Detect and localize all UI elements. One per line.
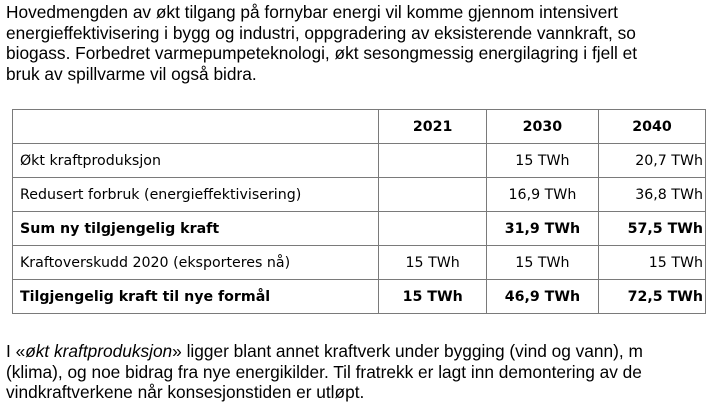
table-cell: 15 TWh [379, 280, 487, 314]
row-label: Sum ny tilgjengelig kraft [13, 212, 379, 246]
table-cell: 20,7 TWh [598, 144, 705, 178]
intro-line: Hovedmengden av økt tilgang på fornybar energi vil komme gjennom intensivert [6, 2, 618, 22]
table-header-cell: 2021 [379, 110, 487, 144]
intro-line: biogass. Forbedret varmepumpeteknologi, økt sesongmessig energilagring i fjell et [6, 43, 638, 64]
intro-paragraph [6, 2, 637, 84]
table-cell [379, 178, 487, 212]
table-cell [379, 212, 487, 246]
table-cell [379, 144, 487, 178]
table-row [13, 246, 706, 280]
table-row [13, 144, 706, 178]
table-cell: 46,9 TWh [486, 280, 598, 314]
table-cell: 36,8 TWh [598, 178, 705, 212]
note-text: » ligger blant annet kraftverk under bygging (vind og vann), m [172, 341, 643, 361]
note-line [6, 341, 643, 362]
table-header-cell [13, 110, 379, 144]
table-cell: 31,9 TWh [486, 212, 598, 246]
table-cell: 15 TWh [486, 144, 598, 178]
table-row [13, 280, 706, 314]
row-label: Redusert forbruk (energieffektivisering) [13, 178, 379, 212]
table-cell: 57,5 TWh [598, 212, 705, 246]
row-label: Tilgjengelig kraft til nye formål [13, 280, 379, 314]
note-line: vindkraftverkene når konsesjonstiden er utløpt. [6, 382, 365, 403]
row-label: Økt kraftproduksjon [13, 144, 379, 178]
energy-table [12, 109, 706, 314]
row-label: Kraftoverskudd 2020 (eksporteres nå) [13, 246, 379, 280]
intro-line: energieffektivisering i bygg og industri, oppgradering av eksisterende vannkraft, so [6, 22, 636, 43]
table-header-row [13, 110, 706, 144]
note-paragraph [6, 341, 643, 403]
table-cell: 15 TWh [598, 246, 705, 280]
note-text: I « [6, 341, 26, 361]
table-cell: 15 TWh [486, 246, 598, 280]
intro-line: bruk av spillvarme vil også bidra. [6, 63, 257, 84]
table-row [13, 212, 706, 246]
table-header-cell: 2040 [598, 110, 705, 144]
note-emphasis: økt kraftproduksjon [25, 341, 173, 361]
table-row [13, 178, 706, 212]
table-header-cell: 2030 [486, 110, 598, 144]
table-cell: 72,5 TWh [598, 280, 705, 314]
table-cell: 15 TWh [379, 246, 487, 280]
note-line: (klima), og noe bidrag fra nye energikilder. Til fratrekk er lagt inn demontering av de [6, 361, 642, 382]
table-cell: 16,9 TWh [486, 178, 598, 212]
